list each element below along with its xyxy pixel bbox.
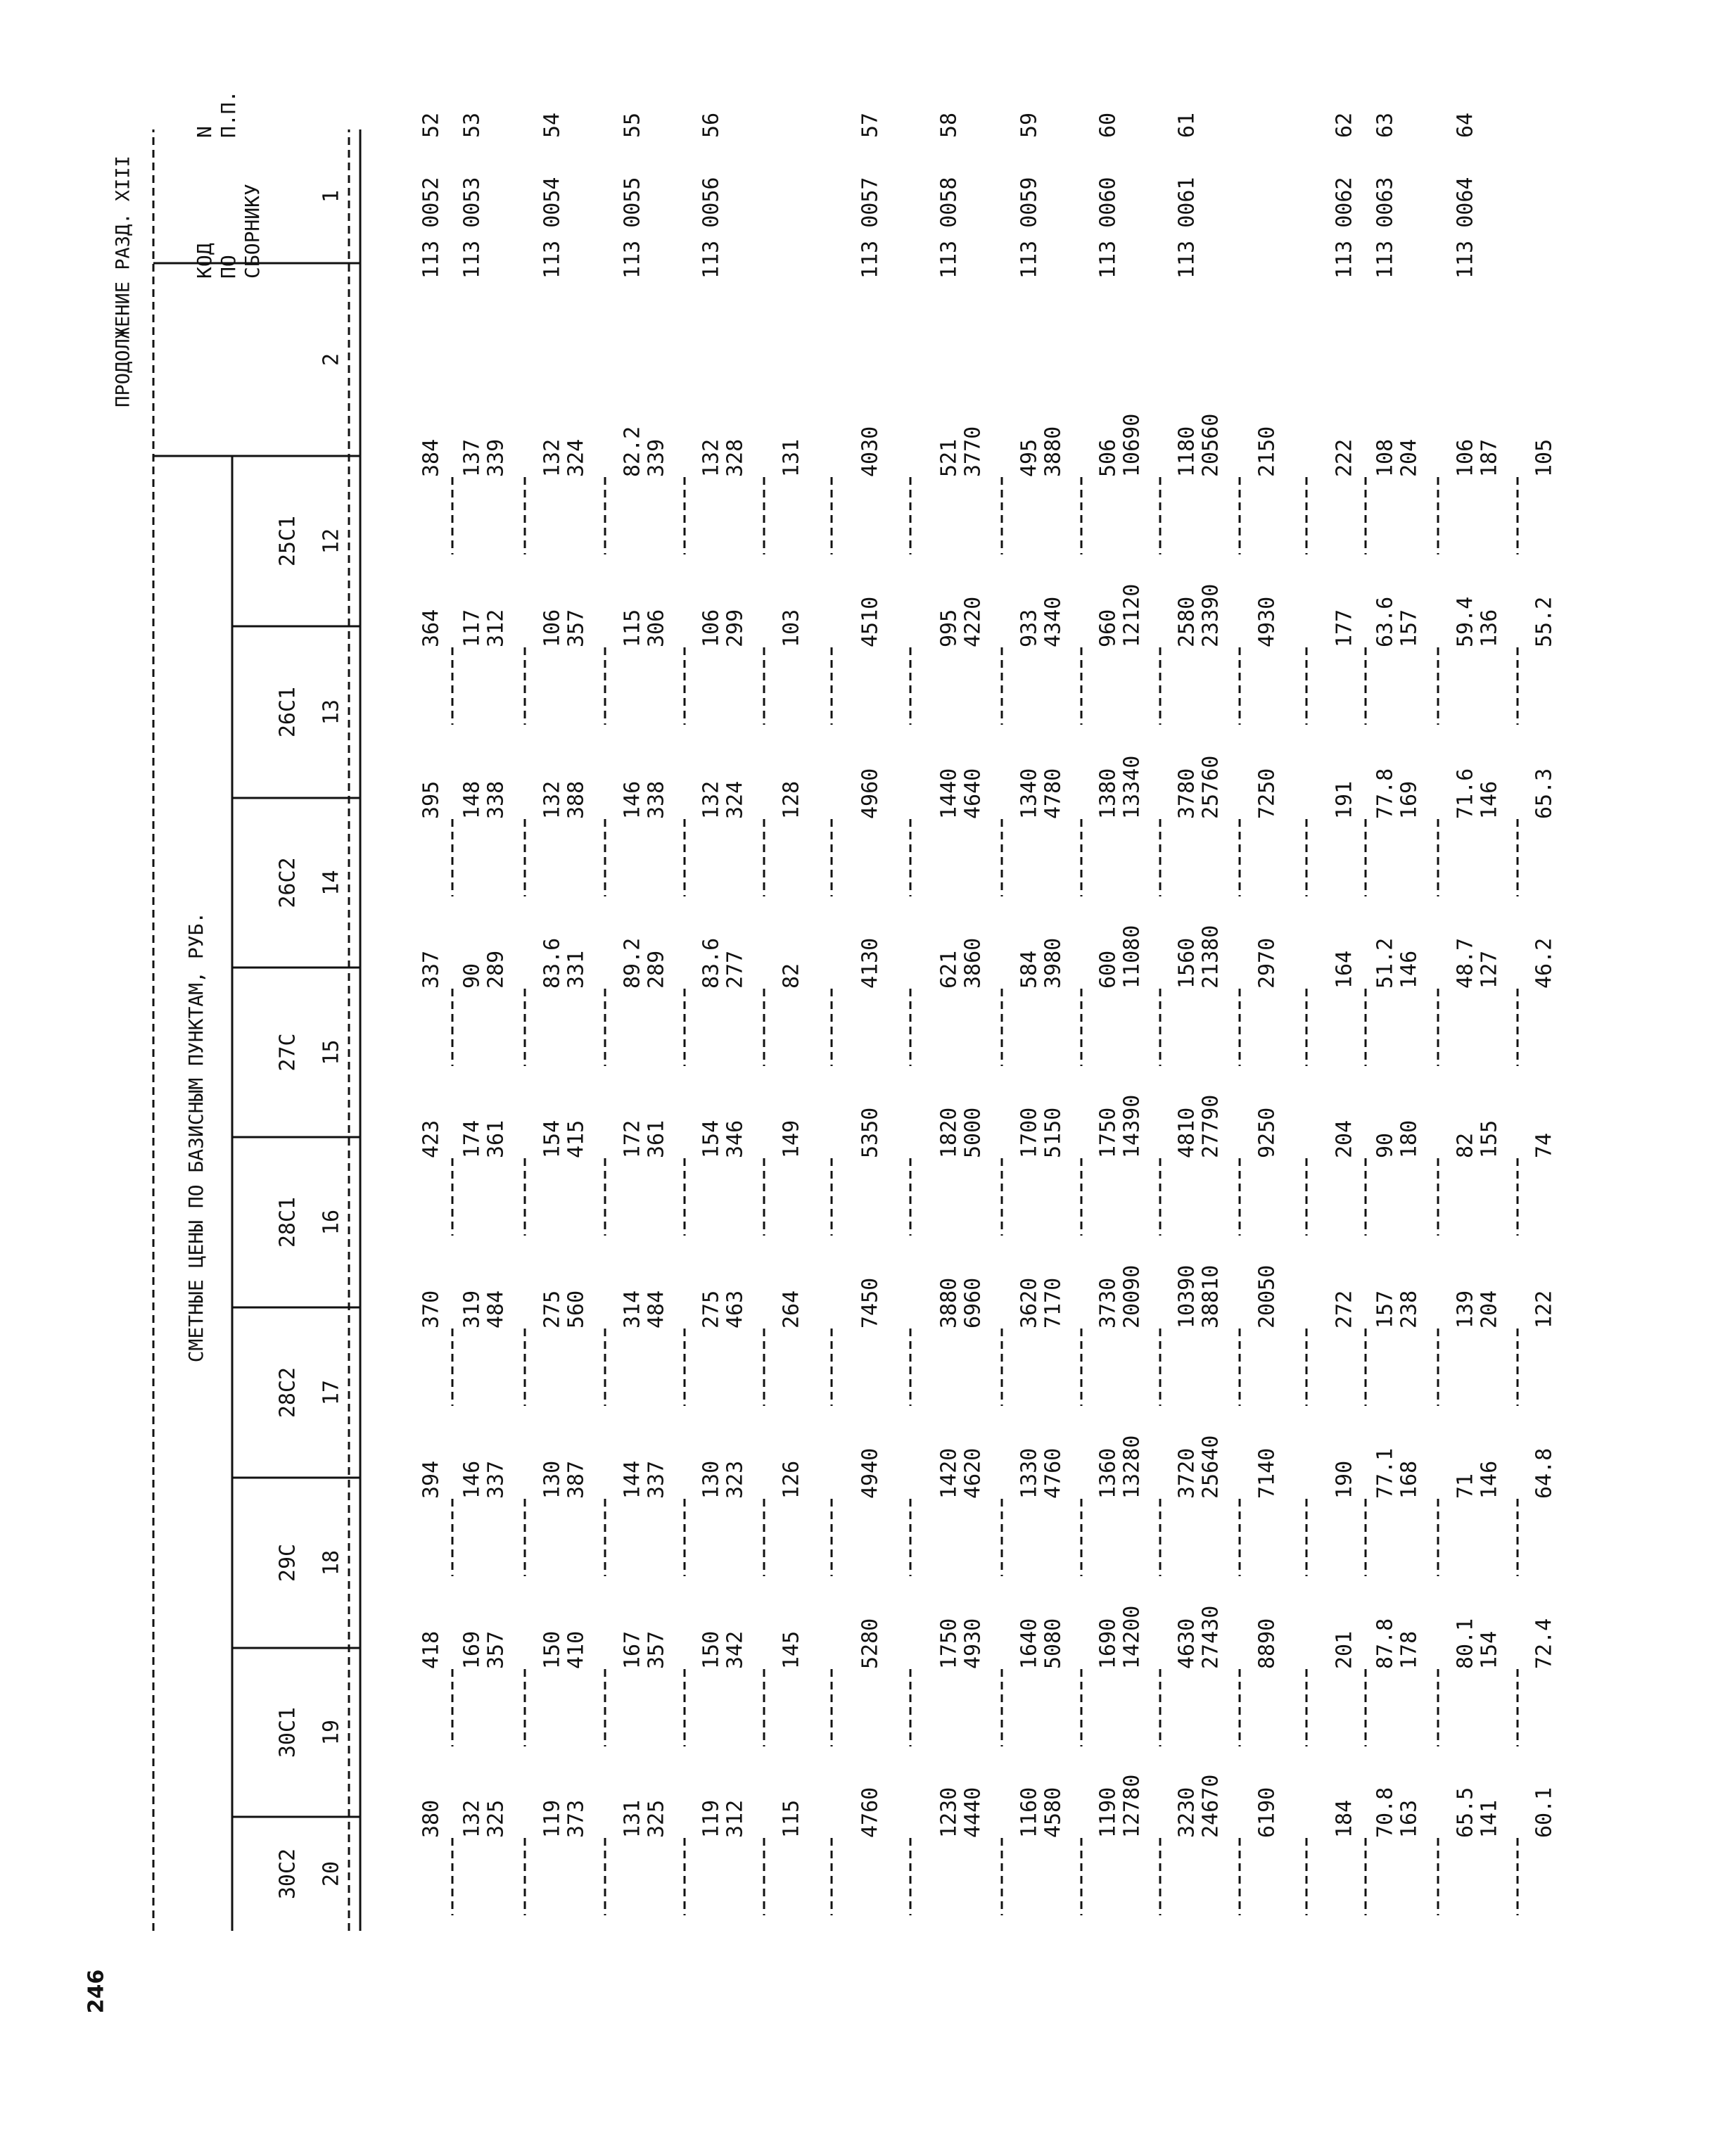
price-value: 560 [564,1290,589,1329]
price-value: 150 [699,1630,724,1669]
row-code: 113 0056 [699,177,724,279]
price-value: 90 [1373,1132,1398,1158]
price-value: 144 [620,1460,645,1499]
price-value: 136 [1477,609,1502,647]
price-value: 2970 [1254,937,1280,989]
column-number: 14 [319,870,344,896]
price-value: 1560 [1174,937,1200,989]
row-number: 58 [936,112,962,138]
price-value: 5150 [1041,1107,1066,1158]
price-value: 1750 [1095,1107,1121,1158]
group-title: СМЕТНЫЕ ЦЕНЫ ПО БАЗИСНЫМ ПУНКТАМ, РУБ. [184,911,208,1363]
price-value: 1820 [936,1107,962,1158]
price-value: 23390 [1198,583,1223,647]
point-name: 30С1 [275,1706,300,1758]
price-value: 5000 [960,1107,986,1158]
price-value: 4640 [960,768,986,819]
price-value: 72.4 [1532,1618,1557,1669]
price-value: 105 [1532,438,1557,477]
point-name: 28С1 [275,1196,300,1248]
price-value: 141 [1477,1799,1502,1838]
point-name: 25С1 [275,515,300,567]
price-value: 146 [1477,780,1502,819]
column-number: 20 [319,1860,344,1887]
point-name: 26С1 [275,686,300,738]
price-value: 77.1 [1373,1447,1398,1499]
price-value: 1330 [1017,1447,1042,1499]
column-number: 1 [319,189,344,203]
price-value: 83.6 [540,937,565,989]
price-value: 339 [483,438,509,477]
price-value: 7450 [858,1277,883,1329]
price-value: 46.2 [1532,937,1557,989]
price-value: 4940 [858,1447,883,1499]
price-value: 3880 [1041,426,1066,477]
price-value: 1700 [1017,1107,1042,1158]
price-value: 130 [540,1460,565,1499]
row-code: 113 0063 [1373,177,1398,279]
price-value: 272 [1332,1290,1357,1329]
price-value: 115 [620,609,645,647]
price-value: 4760 [1041,1447,1066,1499]
point-name: 30С2 [275,1848,300,1900]
price-value: 3860 [960,937,986,989]
price-value: 3880 [936,1277,962,1329]
price-value: 119 [540,1799,565,1838]
price-value: 20560 [1198,413,1223,477]
price-value: 2580 [1174,596,1200,647]
price-value: 184 [1332,1799,1357,1838]
column-number: 17 [319,1379,344,1406]
price-value: 177 [1332,609,1357,647]
price-value: 1420 [936,1447,962,1499]
price-value: 387 [564,1460,589,1499]
price-value: 4220 [960,596,986,647]
price-value: 132 [699,438,724,477]
price-value: 126 [779,1460,804,1499]
price-value: 70.8 [1373,1787,1398,1838]
price-value: 204 [1477,1290,1502,1329]
price-value: 289 [644,950,669,989]
col2-label: КОД [193,243,216,279]
price-value: 163 [1397,1799,1422,1838]
price-value: 164 [1332,950,1357,989]
price-value: 238 [1397,1290,1422,1329]
price-value: 1160 [1017,1787,1042,1838]
price-value: 131 [620,1799,645,1838]
price-value: 1690 [1095,1618,1121,1669]
price-value: 169 [459,1630,485,1669]
price-value: 506 [1095,438,1121,477]
price-value: 154 [540,1120,565,1158]
price-value: 418 [419,1630,444,1669]
price-value: 1360 [1095,1447,1121,1499]
price-value: 180 [1397,1120,1422,1158]
price-value: 82 [1453,1132,1478,1158]
price-value: 12120 [1119,583,1145,647]
price-value: 306 [644,609,669,647]
price-value: 82 [779,963,804,989]
price-value: 325 [483,1799,509,1838]
price-value: 312 [483,609,509,647]
price-value: 146 [459,1460,485,1499]
price-value: 27790 [1198,1094,1223,1158]
price-value: 146 [1397,950,1422,989]
price-value: 600 [1095,950,1121,989]
price-value: 155 [1477,1120,1502,1158]
price-value: 25760 [1198,755,1223,819]
price-value: 27430 [1198,1605,1223,1669]
page-number: 246 [84,1969,109,2014]
price-value: 51.2 [1373,937,1398,989]
price-value: 204 [1332,1120,1357,1158]
price-value: 339 [644,438,669,477]
price-value: 3780 [1174,768,1200,819]
table [153,91,1557,1931]
price-value: 4340 [1041,596,1066,647]
price-value: 11080 [1119,925,1145,989]
price-value: 4930 [960,1618,986,1669]
column-number: 15 [319,1039,344,1065]
price-value: 484 [644,1290,669,1329]
price-value: 168 [1397,1460,1422,1499]
price-value: 357 [483,1630,509,1669]
price-value: 338 [644,780,669,819]
price-value: 130 [699,1460,724,1499]
price-value: 337 [419,950,444,989]
price-value: 154 [1477,1630,1502,1669]
price-value: 4440 [960,1787,986,1838]
price-value: 380 [419,1799,444,1838]
column-number: 2 [319,353,344,367]
price-value: 521 [936,438,962,477]
price-value: 139 [1453,1290,1478,1329]
price-value: 60.1 [1532,1787,1557,1838]
price-value: 5080 [1041,1618,1066,1669]
row-number: 59 [1017,112,1042,138]
price-value: 4030 [858,426,883,477]
price-value: 621 [936,950,962,989]
price-value: 154 [699,1120,724,1158]
price-value: 312 [723,1799,748,1838]
price-value: 3230 [1174,1787,1200,1838]
price-value: 9250 [1254,1107,1280,1158]
col1-label: N [193,126,216,138]
price-value: 65.3 [1532,768,1557,819]
row-number: 54 [540,112,565,138]
price-value: 370 [419,1290,444,1329]
price-value: 933 [1017,609,1042,647]
price-value: 289 [483,950,509,989]
column-number: 19 [319,1719,344,1746]
price-value: 357 [564,609,589,647]
price-value: 87.8 [1373,1618,1398,1669]
price-value: 222 [1332,438,1357,477]
price-value: 20050 [1254,1264,1280,1329]
price-value: 174 [459,1120,485,1158]
row-number: 52 [419,112,444,138]
price-value: 4630 [1174,1618,1200,1669]
price-value: 127 [1477,950,1502,989]
price-value: 264 [779,1290,804,1329]
price-value: 178 [1397,1630,1422,1669]
price-value: 3620 [1017,1277,1042,1329]
price-value: 145 [779,1630,804,1669]
price-value: 128 [779,780,804,819]
price-value: 3980 [1041,937,1066,989]
price-value: 275 [699,1290,724,1329]
price-value: 6960 [960,1277,986,1329]
price-value: 4580 [1041,1787,1066,1838]
price-value: 80.1 [1453,1618,1478,1669]
price-value: 132 [459,1799,485,1838]
price-value: 323 [723,1460,748,1499]
price-value: 4760 [858,1787,883,1838]
row-code: 113 0053 [459,177,485,279]
price-value: 119 [699,1799,724,1838]
price-value: 187 [1477,438,1502,477]
price-value: 277 [723,950,748,989]
price-value: 106 [1453,438,1478,477]
price-value: 108 [1373,438,1398,477]
price-value: 131 [779,438,804,477]
row-number: 63 [1373,112,1398,138]
price-value: 4960 [858,768,883,819]
price-value: 48.7 [1453,937,1478,989]
point-name: 27С [275,1033,300,1072]
price-value: 115 [779,1799,804,1838]
price-value: 5350 [858,1107,883,1158]
price-value: 319 [459,1290,485,1329]
price-value: 331 [564,950,589,989]
row-code: 113 0064 [1453,177,1478,279]
row-code: 113 0054 [540,177,565,279]
col2-label: ПО [217,255,240,279]
price-value: 1190 [1095,1787,1121,1838]
price-value: 38810 [1198,1264,1223,1329]
column-number: 16 [319,1209,344,1236]
price-value: 132 [540,438,565,477]
price-value: 299 [723,609,748,647]
col1-label: П.П. [217,90,240,138]
price-value: 4130 [858,937,883,989]
price-value: 1640 [1017,1618,1042,1669]
price-value: 10390 [1174,1264,1200,1329]
price-value: 1440 [936,768,962,819]
price-value: 373 [564,1799,589,1838]
price-value: 361 [483,1120,509,1158]
price-value: 960 [1095,609,1121,647]
price-value: 4510 [858,596,883,647]
point-name: 28С2 [275,1366,300,1419]
price-value: 328 [723,438,748,477]
price-value: 59.4 [1453,596,1478,647]
price-value: 132 [699,780,724,819]
price-value: 201 [1332,1630,1357,1669]
price-value: 13280 [1119,1435,1145,1499]
price-value: 137 [459,438,485,477]
price-value: 148 [459,780,485,819]
price-value: 410 [564,1630,589,1669]
row-code: 113 0055 [620,177,645,279]
column-number: 18 [319,1549,344,1576]
price-value: 584 [1017,950,1042,989]
column-number: 13 [319,699,344,725]
row-number: 53 [459,112,485,138]
row-number: 60 [1095,112,1121,138]
price-value: 1230 [936,1787,962,1838]
row-code: 113 0061 [1174,177,1200,279]
price-value: 77.8 [1373,768,1398,819]
price-value: 204 [1397,438,1422,477]
running-header: ПРОДОЛЖЕНИЕ РАЗД. XIII [112,156,134,407]
row-number: 55 [620,112,645,138]
price-value: 106 [699,609,724,647]
column-number: 12 [319,528,344,554]
price-value: 7140 [1254,1447,1280,1499]
price-value: 7170 [1041,1277,1066,1329]
price-value: 415 [564,1120,589,1158]
price-value: 4780 [1041,768,1066,819]
price-value: 5280 [858,1618,883,1669]
row-number: 57 [858,112,883,138]
price-value: 122 [1532,1290,1557,1329]
price-value: 6190 [1254,1787,1280,1838]
price-value: 103 [779,609,804,647]
price-value: 83.6 [699,937,724,989]
point-name: 29С [275,1543,300,1583]
row-number: 56 [699,112,724,138]
price-value: 4810 [1174,1107,1200,1158]
row-code: 113 0060 [1095,177,1121,279]
price-value: 495 [1017,438,1042,477]
price-value: 394 [419,1460,444,1499]
price-value: 190 [1332,1460,1357,1499]
col2-label: СБОРНИКУ [241,184,264,279]
price-value: 55.2 [1532,596,1557,647]
price-value: 337 [483,1460,509,1499]
price-value: 149 [779,1120,804,1158]
price-value: 106 [540,609,565,647]
price-value: 1340 [1017,768,1042,819]
price-value: 90 [459,963,485,989]
price-value: 14390 [1119,1094,1145,1158]
price-value: 82.2 [620,426,645,477]
price-value: 463 [723,1290,748,1329]
price-value: 1380 [1095,768,1121,819]
price-value: 146 [620,780,645,819]
price-value: 63.6 [1373,596,1398,647]
price-value: 324 [723,780,748,819]
price-value: 337 [644,1460,669,1499]
price-value: 10690 [1119,413,1145,477]
price-value: 342 [723,1630,748,1669]
price-value: 172 [620,1120,645,1158]
row-code: 113 0057 [858,177,883,279]
price-value: 157 [1397,609,1422,647]
row-code: 113 0058 [936,177,962,279]
price-value: 25640 [1198,1435,1223,1499]
price-value: 146 [1477,1460,1502,1499]
price-value: 21380 [1198,925,1223,989]
price-value: 71.6 [1453,768,1478,819]
price-value: 1180 [1174,426,1200,477]
price-value: 388 [564,780,589,819]
price-value: 14200 [1119,1605,1145,1669]
price-value: 3770 [960,426,986,477]
price-value: 117 [459,609,485,647]
price-value: 361 [644,1120,669,1158]
price-value: 12780 [1119,1774,1145,1838]
price-value: 325 [644,1799,669,1838]
price-value: 346 [723,1120,748,1158]
price-value: 89.2 [620,937,645,989]
price-value: 150 [540,1630,565,1669]
price-value: 169 [1397,780,1422,819]
price-value: 157 [1373,1290,1398,1329]
price-value: 338 [483,780,509,819]
price-value: 132 [540,780,565,819]
price-value: 4620 [960,1447,986,1499]
row-code: 113 0059 [1017,177,1042,279]
price-value: 395 [419,780,444,819]
price-value: 3730 [1095,1277,1121,1329]
price-value: 275 [540,1290,565,1329]
price-value: 191 [1332,780,1357,819]
price-value: 20090 [1119,1264,1145,1329]
price-value: 314 [620,1290,645,1329]
price-value: 357 [644,1630,669,1669]
price-value: 7250 [1254,768,1280,819]
price-value: 24670 [1198,1774,1223,1838]
point-name: 26С2 [275,857,300,908]
price-value: 995 [936,609,962,647]
price-value: 4930 [1254,596,1280,647]
price-value: 484 [483,1290,509,1329]
price-value: 167 [620,1630,645,1669]
price-value: 1750 [936,1618,962,1669]
price-value: 2150 [1254,426,1280,477]
price-value: 364 [419,609,444,647]
price-value: 384 [419,438,444,477]
price-value: 74 [1532,1132,1557,1158]
price-value: 8890 [1254,1618,1280,1669]
price-value: 64.8 [1532,1447,1557,1499]
price-value: 423 [419,1120,444,1158]
row-code: 113 0052 [419,177,444,279]
row-code: 113 0062 [1332,177,1357,279]
row-number: 61 [1174,112,1200,138]
price-value: 324 [564,438,589,477]
price-value: 3720 [1174,1447,1200,1499]
price-value: 13340 [1119,755,1145,819]
price-value: 71 [1453,1473,1478,1499]
price-value: 65.5 [1453,1787,1478,1838]
row-number: 64 [1453,112,1478,138]
row-number: 62 [1332,112,1357,138]
